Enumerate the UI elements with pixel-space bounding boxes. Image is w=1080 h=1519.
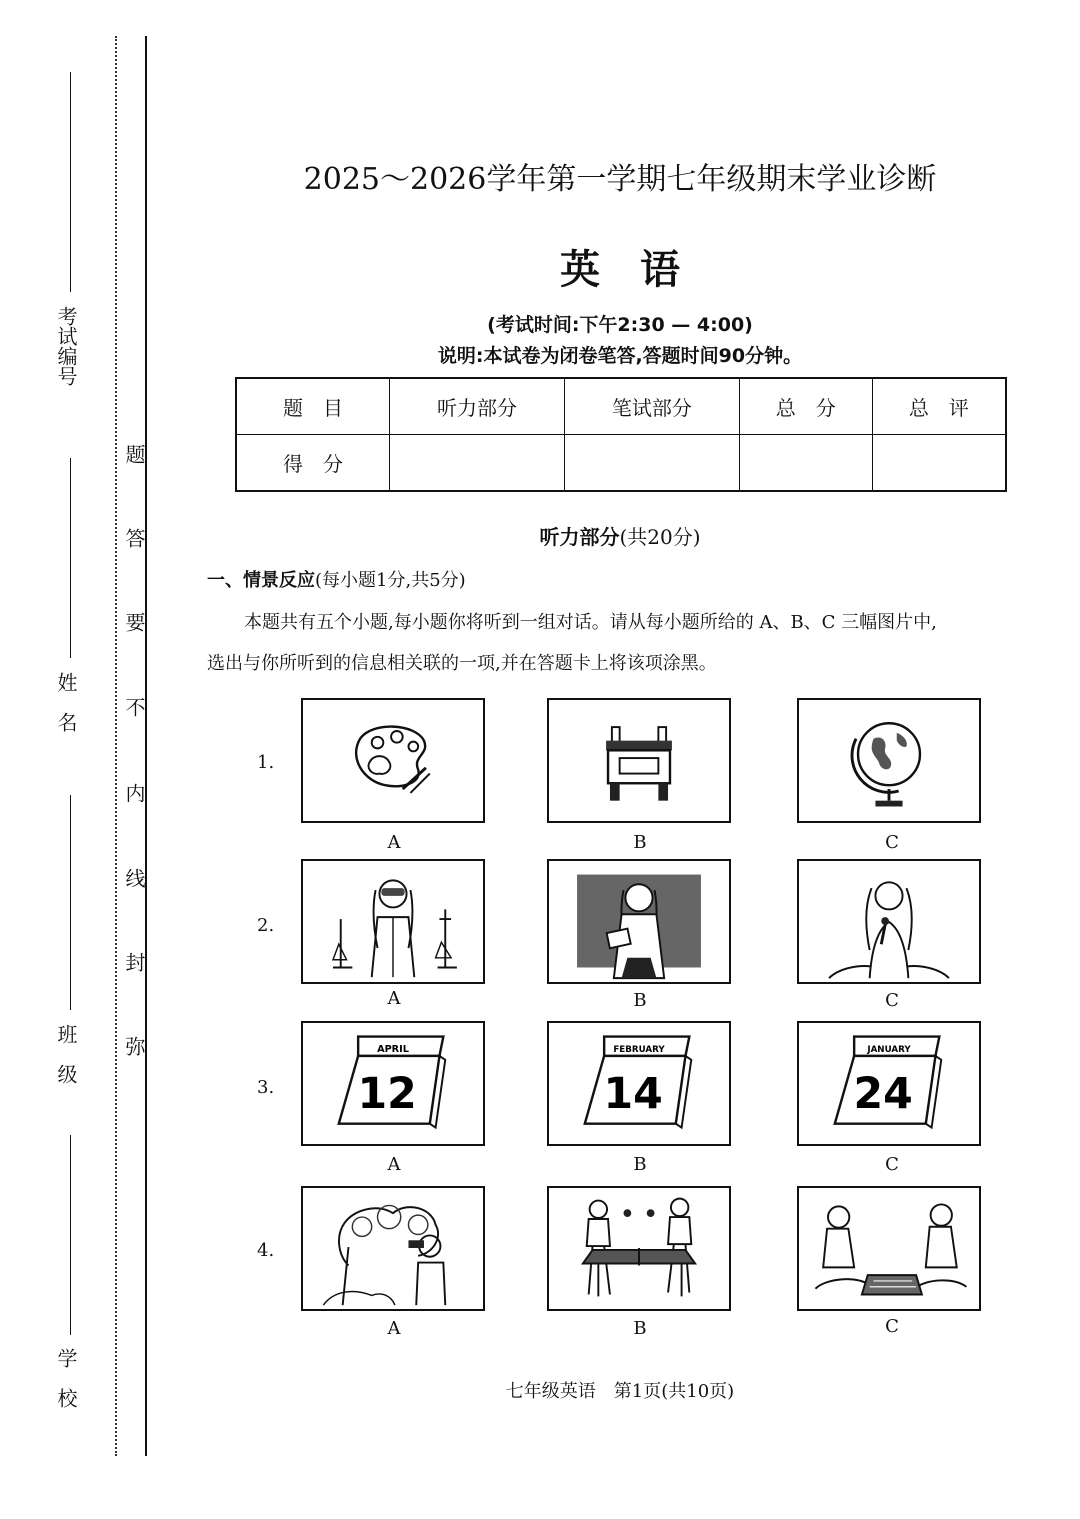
q2-option-c-picture[interactable] bbox=[797, 859, 981, 984]
score-cell-listening[interactable] bbox=[390, 435, 565, 492]
calendar-day: 14 bbox=[603, 1069, 663, 1120]
option-label: A bbox=[387, 988, 401, 1009]
option-label: B bbox=[633, 832, 647, 853]
calendar-icon bbox=[303, 1023, 483, 1144]
bronze-ding-icon bbox=[549, 700, 729, 821]
globe-icon bbox=[799, 700, 979, 821]
subject-title: 英 语 bbox=[560, 247, 680, 293]
chess-players-icon bbox=[799, 1188, 979, 1309]
option-label: B bbox=[633, 990, 647, 1011]
score-table-header: 笔试部分 bbox=[564, 378, 739, 435]
instruction-line-1: 本题共有五个小题,每小题你将听到一组对话。请从每小题所给的 A、B、C 三幅图片中, bbox=[244, 612, 937, 633]
seal-char: 答 bbox=[122, 528, 146, 548]
option-label: C bbox=[885, 1154, 899, 1175]
q3-option-c-picture[interactable] bbox=[797, 1021, 981, 1146]
q1-option-a-picture[interactable] bbox=[301, 698, 485, 823]
seal-char: 不 bbox=[122, 697, 146, 717]
score-cell-evaluation[interactable] bbox=[872, 435, 1006, 492]
class-blank[interactable] bbox=[70, 795, 71, 1010]
part-title: 一、情景反应 bbox=[207, 570, 315, 591]
calendar-month: JANUARY bbox=[867, 1045, 911, 1056]
ping-pong-players-icon bbox=[549, 1188, 729, 1309]
name-label: 姓 名 bbox=[54, 672, 78, 732]
school-label: 学 校 bbox=[54, 1348, 78, 1408]
section-points: (共20分) bbox=[619, 525, 701, 549]
question-number: 4. bbox=[257, 1240, 275, 1261]
calendar-day: 24 bbox=[853, 1069, 913, 1120]
birdwatching-boy-icon bbox=[303, 1188, 483, 1309]
page-footer: 七年级英语 第1页(共10页) bbox=[505, 1381, 735, 1402]
exam-time: (考试时间:下午2:30 — 4:00) bbox=[487, 314, 753, 336]
q3-option-b-picture[interactable] bbox=[547, 1021, 731, 1146]
score-table-header: 题 目 bbox=[236, 378, 390, 435]
singer-girl-icon bbox=[799, 861, 979, 982]
seal-char: 题 bbox=[122, 444, 146, 464]
q4-option-a-picture[interactable] bbox=[301, 1186, 485, 1311]
option-label: C bbox=[885, 1316, 899, 1337]
question-number: 2. bbox=[257, 915, 275, 936]
q2-option-a-picture[interactable] bbox=[301, 859, 485, 984]
name-blank[interactable] bbox=[70, 458, 71, 658]
q4-option-c-picture[interactable] bbox=[797, 1186, 981, 1311]
score-table-header: 总 评 bbox=[872, 378, 1006, 435]
school-blank[interactable] bbox=[70, 1135, 71, 1335]
class-label: 班 级 bbox=[54, 1024, 78, 1084]
q1-option-b-picture[interactable] bbox=[547, 698, 731, 823]
seal-char: 内 bbox=[122, 783, 146, 803]
instruction-line-2: 选出与你所听到的信息相关联的一项,并在答题卡上将该项涂黑。 bbox=[207, 653, 717, 674]
section-heading bbox=[0, 521, 1080, 550]
exam-number-label: 考试编号 bbox=[54, 306, 78, 386]
q2-option-b-picture[interactable] bbox=[547, 859, 731, 984]
exam-note: 说明:本试卷为闭卷笔答,答题时间90分钟。 bbox=[437, 345, 803, 367]
score-cell-writing[interactable] bbox=[564, 435, 739, 492]
option-label: B bbox=[633, 1154, 647, 1175]
score-row-label: 得 分 bbox=[236, 435, 390, 492]
paint-palette-icon bbox=[303, 700, 483, 821]
option-label: C bbox=[885, 832, 899, 853]
seal-char: 线 bbox=[122, 868, 146, 888]
part-points: (每小题1分,共5分) bbox=[315, 570, 466, 591]
calendar-month: APRIL bbox=[377, 1044, 409, 1056]
scientist-girl-icon bbox=[303, 861, 483, 982]
calendar-icon bbox=[799, 1023, 979, 1144]
question-number: 1. bbox=[257, 752, 275, 773]
option-label: A bbox=[387, 1318, 401, 1339]
part-heading bbox=[207, 566, 466, 592]
option-label: B bbox=[633, 1318, 647, 1339]
calendar-month: FEBRUARY bbox=[613, 1045, 665, 1056]
section-title: 听力部分 bbox=[539, 525, 620, 549]
seal-char: 弥 bbox=[122, 1036, 146, 1056]
seal-char: 封 bbox=[122, 952, 146, 972]
exam-title: 2025～2026学年第一学期七年级期末学业诊断 bbox=[303, 162, 937, 197]
q4-option-b-picture[interactable] bbox=[547, 1186, 731, 1311]
option-label: A bbox=[387, 1154, 401, 1175]
score-table-header: 总 分 bbox=[739, 378, 872, 435]
score-cell-total[interactable] bbox=[739, 435, 872, 492]
score-table bbox=[235, 377, 1007, 492]
seal-char: 要 bbox=[122, 612, 146, 632]
q1-option-c-picture[interactable] bbox=[797, 698, 981, 823]
calendar-day: 12 bbox=[357, 1069, 417, 1120]
option-label: A bbox=[387, 832, 401, 853]
q3-option-a-picture[interactable] bbox=[301, 1021, 485, 1146]
teacher-girl-icon bbox=[549, 861, 729, 982]
score-table-header: 听力部分 bbox=[390, 378, 565, 435]
question-number: 3. bbox=[257, 1077, 275, 1098]
option-label: C bbox=[885, 990, 899, 1011]
calendar-icon bbox=[549, 1023, 729, 1144]
